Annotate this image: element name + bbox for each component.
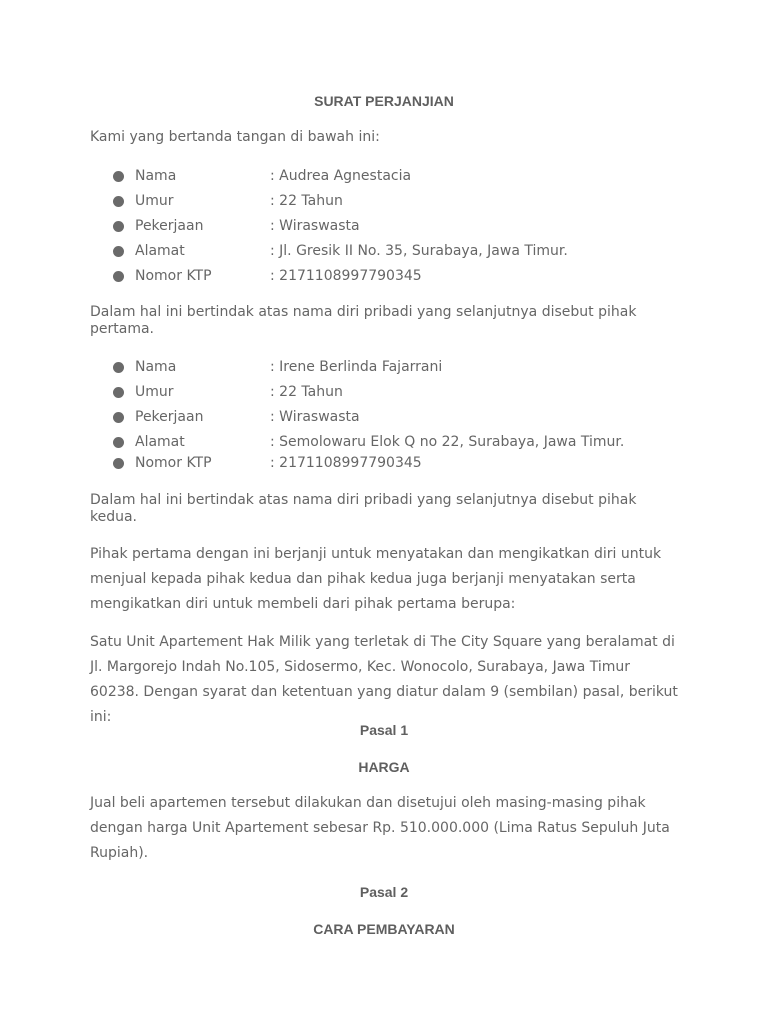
field-label: Nama (135, 168, 177, 184)
bullet-icon (113, 412, 124, 423)
list-item (113, 266, 673, 286)
list-item (113, 453, 673, 473)
pasal2-number: Pasal 2 (359, 884, 409, 900)
field-value: : Wiraswasta (270, 218, 360, 234)
field-value: : Semolowaru Elok Q no 22, Surabaya, Jawa Timur. (270, 434, 625, 450)
field-value: : Jl. Gresik II No. 35, Surabaya, Jawa Timur. (270, 243, 568, 259)
bullet-icon (113, 362, 124, 373)
field-value: : 2171108997790345 (270, 268, 422, 284)
intro-text: Kami yang bertanda tangan di bawah ini: (90, 129, 380, 145)
list-item (113, 166, 673, 186)
field-label: Alamat (135, 243, 185, 259)
field-value: : Wiraswasta (270, 409, 360, 425)
field-value: : Irene Berlinda Fajarrani (270, 359, 443, 375)
field-label: Nomor KTP (135, 268, 212, 284)
bullet-icon (113, 196, 124, 207)
object-text: Satu Unit Apartement Hak Milik yang terletak di The City Square yang beralamat di Jl. Margorejo Indah No.105, Sidosermo, Kec. Wonocolo, Surabaya, Jawa Timur 60238. Dengan syarat dan ketentuan yang diatur dalam 9 (sembilan) pasal, berikut ini: (90, 634, 678, 725)
bullet-icon (113, 458, 124, 469)
field-label: Nomor KTP (135, 455, 212, 471)
party1-role-text: Dalam hal ini bertindak atas nama diri pribadi yang selanjutnya disebut pihak pertama. (90, 304, 637, 337)
list-item (113, 432, 673, 452)
party2-role-text: Dalam hal ini bertindak atas nama diri pribadi yang selanjutnya disebut pihak kedua. (90, 492, 637, 525)
field-value: : 22 Tahun (270, 193, 343, 209)
list-item (113, 191, 673, 211)
field-value: : 22 Tahun (270, 384, 343, 400)
field-label: Umur (135, 193, 174, 209)
list-item (113, 382, 673, 402)
pasal1-text: Jual beli apartemen tersebut dilakukan dan disetujui oleh masing-masing pihak dengan harga Unit Apartement sebesar Rp. 510.000.000 (Lima Ratus Sepuluh Juta Rupiah). (90, 795, 670, 861)
agreement-text: Pihak pertama dengan ini berjanji untuk menyatakan dan mengikatkan diri untuk menjual kepada pihak kedua dan pihak kedua juga berjanji menyatakan serta mengikatkan diri untuk membeli dari pihak pertama berupa: (90, 546, 662, 612)
field-label: Pekerjaan (135, 409, 204, 425)
field-label: Umur (135, 384, 174, 400)
list-item (113, 241, 673, 261)
field-label: Pekerjaan (135, 218, 204, 234)
pasal1-number: Pasal 1 (359, 722, 409, 738)
field-value: : Audrea Agnestacia (270, 168, 412, 184)
field-label: Alamat (135, 434, 185, 450)
field-value: : 2171108997790345 (270, 455, 422, 471)
list-item (113, 357, 673, 377)
list-item (113, 216, 673, 236)
bullet-icon (113, 221, 124, 232)
bullet-icon (113, 171, 124, 182)
list-item (113, 407, 673, 427)
bullet-icon (113, 387, 124, 398)
pasal1-title: HARGA (358, 759, 410, 775)
pasal2-title: CARA PEMBAYARAN (313, 921, 455, 937)
field-label: Nama (135, 359, 177, 375)
document-title: SURAT PERJANJIAN (314, 93, 454, 109)
bullet-icon (113, 271, 124, 282)
bullet-icon (113, 246, 124, 257)
bullet-icon (113, 437, 124, 448)
